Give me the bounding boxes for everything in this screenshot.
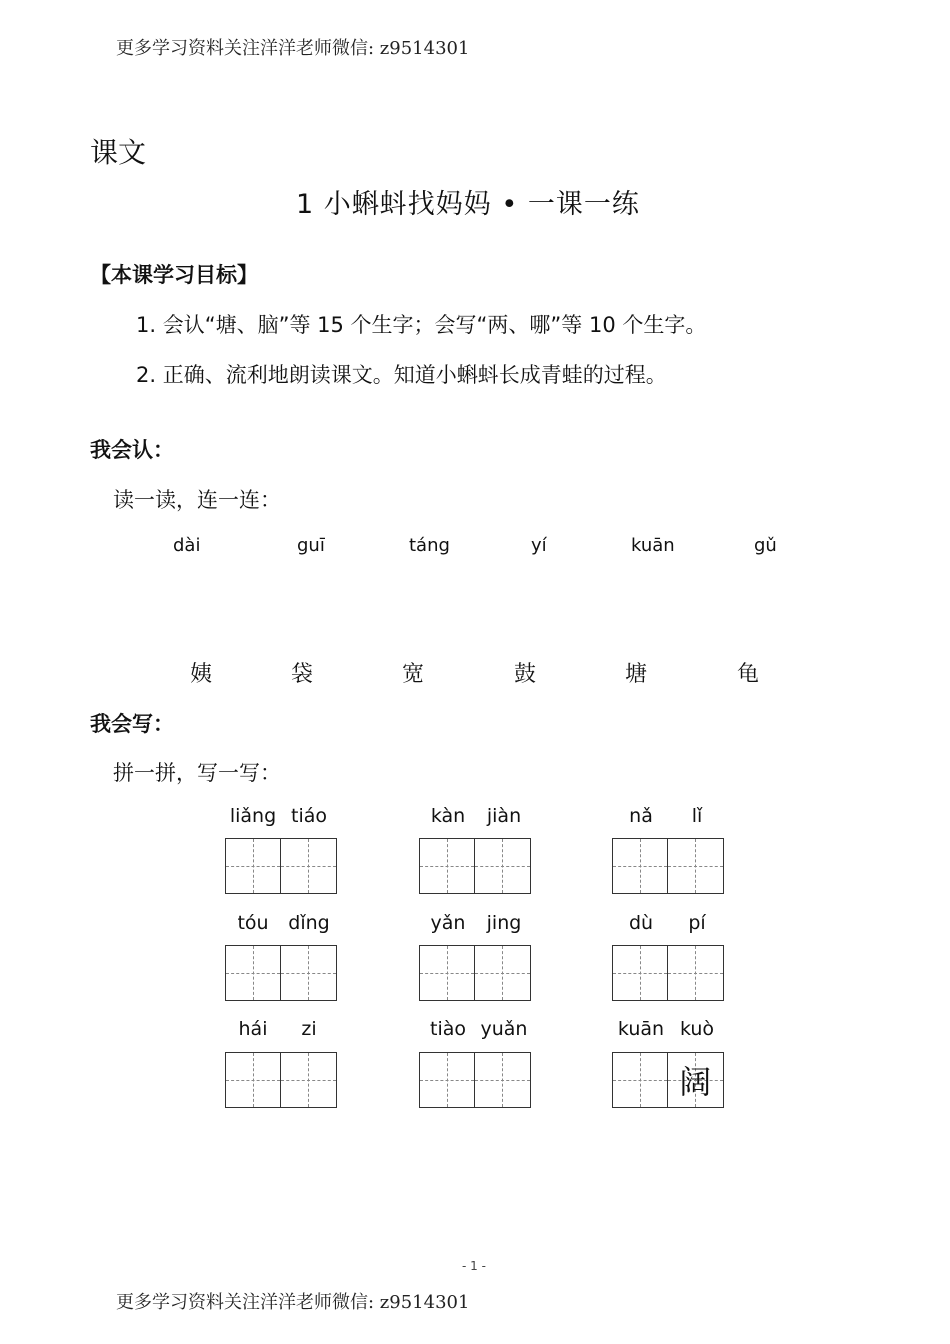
writing-cell[interactable]: [419, 1052, 475, 1108]
write-instruction: 拼一拼，写一写：: [113, 761, 281, 785]
cell-char: [475, 1053, 531, 1107]
cell-char: [475, 946, 531, 1000]
writing-cell[interactable]: [225, 838, 281, 894]
write-heading: 我会写：: [90, 712, 174, 736]
grid-pinyin: lǐ: [691, 805, 703, 827]
cell-char: [420, 839, 474, 893]
cell-char: [613, 839, 667, 893]
cell-char: [226, 1053, 280, 1107]
writing-grid[interactable]: [419, 945, 531, 1001]
grid-pinyin: yuǎn: [480, 1018, 528, 1040]
cell-char: [613, 946, 667, 1000]
writing-cell[interactable]: [612, 945, 668, 1001]
grid-pinyin: dù: [628, 912, 654, 934]
grid-pinyin: hái: [238, 1018, 268, 1040]
writing-cell[interactable]: [612, 1052, 668, 1108]
grid-pinyin: tóu: [237, 912, 269, 934]
goals-heading: 【本课学习目标】: [90, 263, 258, 287]
writing-grid[interactable]: [612, 945, 724, 1001]
cell-char: [281, 946, 337, 1000]
grid-pinyin: kàn: [430, 805, 466, 827]
grid-pinyin: dǐng: [288, 912, 330, 934]
grid-pinyin: liǎng: [229, 805, 277, 827]
pinyin-item: gǔ: [754, 535, 777, 556]
grid-pinyin: jing: [486, 912, 522, 934]
cell-char: [281, 839, 337, 893]
writing-cell[interactable]: [419, 838, 475, 894]
cell-char: [226, 946, 280, 1000]
grid-pinyin: jiàn: [486, 805, 522, 827]
character-item: 姨: [190, 662, 213, 687]
grid-pinyin: nǎ: [629, 805, 653, 827]
grid-pinyin: zi: [301, 1018, 317, 1040]
grid-pinyin: kuān: [617, 1018, 665, 1040]
grid-pinyin: pí: [688, 912, 706, 934]
footer-watermark: 更多学习资料关注洋洋老师微信: z9514301: [116, 1292, 470, 1313]
writing-grid[interactable]: [225, 945, 337, 1001]
pinyin-item: táng: [409, 535, 450, 556]
cell-char: 阔: [679, 1063, 712, 1101]
pinyin-item: dài: [173, 535, 201, 556]
writing-cell[interactable]: [225, 945, 281, 1001]
cell-char: [475, 839, 531, 893]
writing-cell[interactable]: [225, 1052, 281, 1108]
cell-char: [613, 1053, 667, 1107]
writing-cell[interactable]: [667, 945, 725, 1001]
grid-pinyin: tiáo: [291, 805, 327, 827]
character-item: 龟: [737, 662, 760, 687]
cell-char: [420, 1053, 474, 1107]
character-item: 宽: [402, 662, 425, 687]
writing-cell[interactable]: [280, 1052, 338, 1108]
writing-grid[interactable]: [419, 1052, 531, 1108]
writing-grid[interactable]: [225, 838, 337, 894]
writing-cell[interactable]: [280, 838, 338, 894]
writing-grid[interactable]: [419, 838, 531, 894]
writing-cell[interactable]: [667, 1052, 725, 1108]
character-item: 袋: [291, 662, 314, 687]
pinyin-item: guī: [297, 535, 325, 556]
pinyin-item: yí: [531, 535, 547, 556]
writing-cell[interactable]: [474, 1052, 532, 1108]
page-number: - 1 -: [462, 1259, 486, 1273]
writing-cell[interactable]: [474, 838, 532, 894]
grid-pinyin: kuò: [679, 1018, 715, 1040]
writing-cell[interactable]: [667, 838, 725, 894]
writing-cell[interactable]: [419, 945, 475, 1001]
writing-cell[interactable]: [280, 945, 338, 1001]
header-watermark: 更多学习资料关注洋洋老师微信: z9514301: [116, 38, 470, 59]
writing-grid[interactable]: [612, 838, 724, 894]
goal-item: 2. 正确、流利地朗读课文。知道小蝌蚪长成青蛙的过程。: [136, 363, 667, 387]
writing-cell[interactable]: [612, 838, 668, 894]
grid-pinyin: yǎn: [430, 912, 466, 934]
character-item: 塘: [625, 662, 648, 687]
pinyin-item: kuān: [631, 535, 675, 556]
goal-item: 1. 会认“塘、脑”等 15 个生字；会写“两、哪”等 10 个生字。: [136, 313, 707, 337]
character-item: 鼓: [514, 662, 537, 687]
writing-cell[interactable]: [474, 945, 532, 1001]
lesson-title: 1 小蝌蚪找妈妈 • 一课一练: [296, 189, 640, 220]
recognize-heading: 我会认：: [90, 438, 174, 462]
cell-char: [226, 839, 280, 893]
cell-char: [420, 946, 474, 1000]
writing-grid[interactable]: [612, 1052, 724, 1108]
recognize-instruction: 读一读，连一连：: [113, 488, 281, 512]
section-label: 课文: [90, 136, 147, 169]
grid-pinyin: tiào: [430, 1018, 466, 1040]
cell-char: [668, 946, 724, 1000]
cell-char: [281, 1053, 337, 1107]
writing-grid[interactable]: [225, 1052, 337, 1108]
cell-char: [668, 839, 724, 893]
